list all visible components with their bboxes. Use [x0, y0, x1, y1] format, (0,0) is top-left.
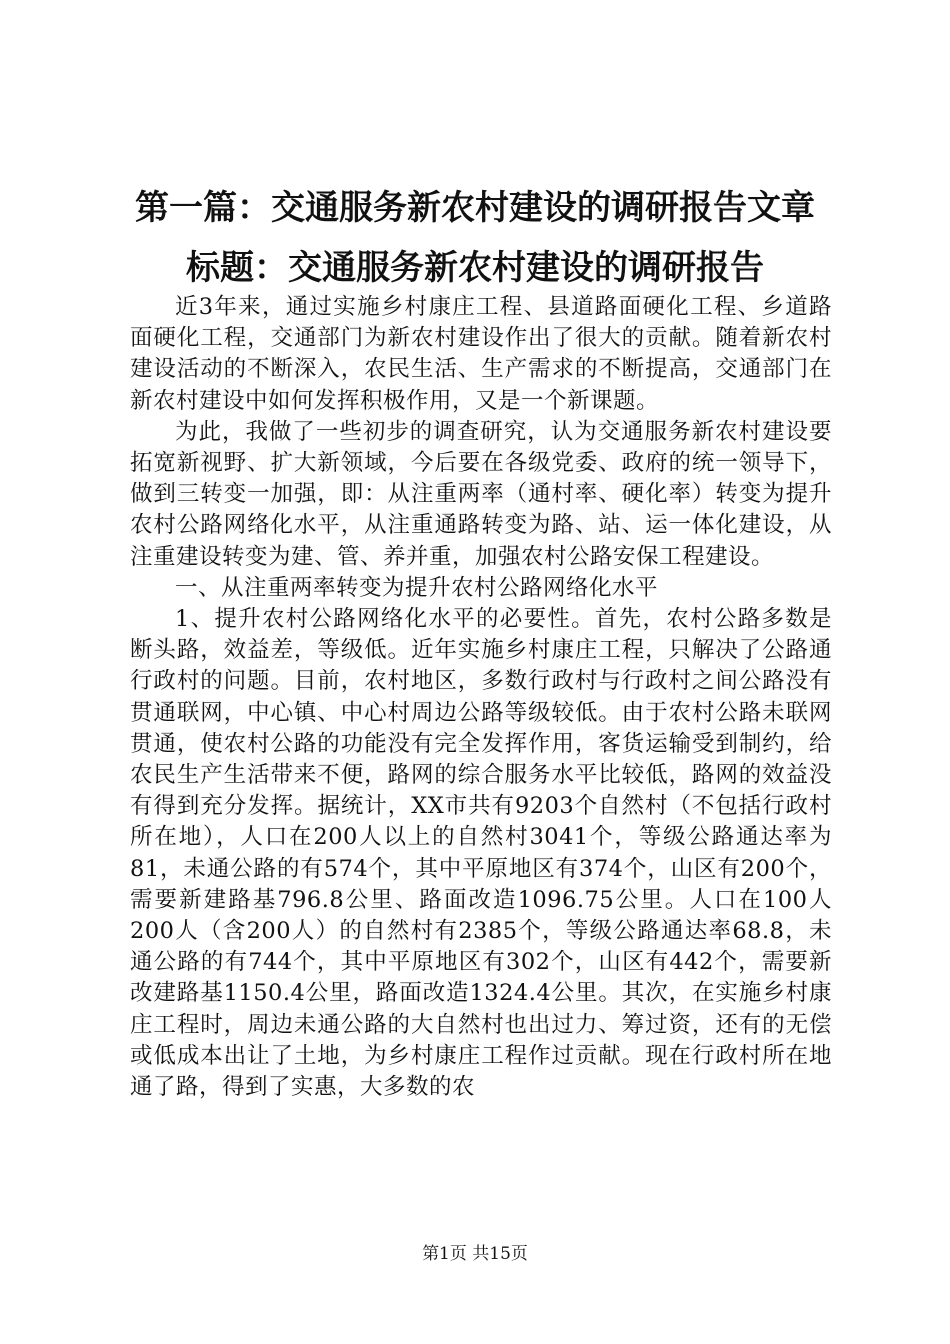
paragraph-intro: 近3年来，通过实施乡村康庄工程、县道路面硬化工程、乡道路面硬化工程，交通部门为新农村建设作出了很大的贡献。随着新农村建设活动的不断深入，农民生活、生产需求的不断提高，交通部门在新农村建设中如何发挥积极作用，又是一个新课题。 [130, 294, 832, 414]
document-subtitle: 标题：交通服务新农村建设的调研报告 [186, 248, 764, 288]
section-heading: 一、从注重两率转变为提升农村公路网络化水平 [175, 574, 659, 601]
document-title: 第一篇：交通服务新农村建设的调研报告文章 [135, 188, 815, 228]
page-number: 第1页 共15页 [422, 1244, 528, 1264]
paragraph-necessity: 1、提升农村公路网络化水平的必要性。首先，农村公路多数是断头路，效益差，等级低。近年实施乡村康庄工程，只解决了公路通行政村的问题。目前，农村地区，多数行政村与行政村之间公路没有贯通联网，中心镇、中心村周边公路等级较低。由于农村公路未联网贯通，使农村公路的功能没有完全发挥作用，客货运输受到制约，给农民生产生活带来不便，路网的综合服务水平比较低，路网的效益没有得到充分发挥。据统计，XX市共有9203个自然村（不包括行政村所在地），人口在200人以上的自然村3041个，等级公路通达率为81，未通公路的有574个，其中平原地区有374个，山区有200个，需要新建路基796.8公里、路面改造1096.75公里。人口在100人200人（含200人）的自然村有2385个，等级公路通达率68.8，未通公路的有744个，其中平原地区有302个，山区有442个，需要新改建路基1150.4公里，路面改造1324.4公里。其次，在实施乡村康庄工程时，周边未通公路的大自然村也出过力、筹过资，还有的无偿或低成本出让了土地，为乡村康庄工程作过贡献。现在行政村所在地通了路，得到了实惠，大多数的农 [130, 606, 832, 1101]
document-body [130, 292, 832, 1103]
paragraph-summary: 为此，我做了一些初步的调查研究，认为交通服务新农村建设要拓宽新视野、扩大新领域，今后要在各级党委、政府的统一领导下，做到三转变一加强，即：从注重两率（通村率、硬化率）转变为提升农村公路网络化水平，从注重通路转变为路、站、运一体化建设，从注重建设转变为建、管、养并重，加强农村公路安保工程建设。 [130, 418, 832, 570]
